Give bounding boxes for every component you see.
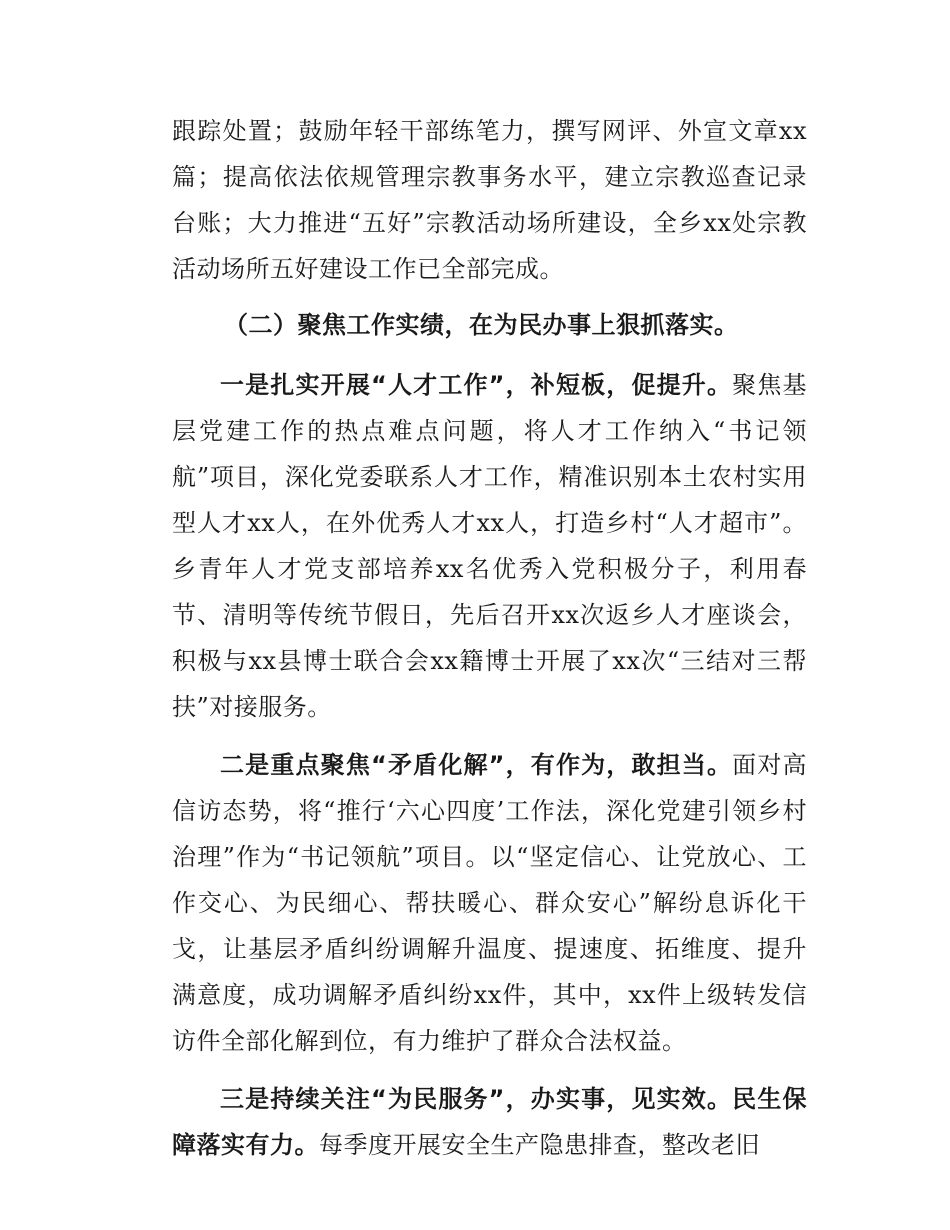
paragraph-lead-talent: 一是扎实开展“人才工作”，补短板，促提升。 bbox=[220, 371, 733, 399]
section-heading: （二）聚焦工作实绩，在为民办事上狠抓落实。 bbox=[224, 311, 739, 339]
paragraph-religious-affairs: 跟踪处置；鼓励年轻干部练笔力，撰写网评、外宣文章xx篇；提高依法依规管理宗教事务水平，建立宗教巡查记录台账；大力推进“五好”宗教活动场所建设，全乡xx处宗教活动场所五好建设工作已全部完成。 bbox=[172, 117, 807, 283]
paragraph-lead-service: 三是持续关注“为民服务”，办实事，见实效。民生保障落实有力。 bbox=[172, 1085, 807, 1159]
paragraph-conflict-resolution bbox=[172, 742, 807, 1064]
paragraph-talent-work bbox=[172, 362, 807, 730]
paragraph-public-service bbox=[172, 1076, 807, 1168]
paragraph-lead-conflict: 二是重点聚焦“矛盾化解”，有作为，敢担当。 bbox=[220, 751, 733, 779]
paragraph-body-service: 每季度开展安全生产隐患排查，整改老旧 bbox=[319, 1131, 760, 1159]
paragraph-body-talent: 聚焦基层党建工作的热点难点问题，将人才工作纳入“书记领航”项目，深化党委联系人才工作，精准识别本土农村实用型人才xx人，在外优秀人才xx人，打造乡村“人才超市”。乡青年人才党支部培养xx名优秀入党积极分子，利用春节、清明等传统节假日，先后召开xx次返乡人才座谈会，积极与xx县博士联合会xx籍博士开展了xx次“三结对三帮扶”对接服务。 bbox=[172, 371, 807, 721]
document-page bbox=[172, 108, 807, 1168]
paragraph-body-conflict: 面对高信访态势，将“推行‘六心四度’工作法，深化党建引领乡村治理”作为“书记领航”项目。以“坚定信心、让党放心、工作交心、为民细心、帮扶暖心、群众安心”解纷息诉化干戈，让基层矛盾纠纷调解升温度、提速度、拓维度、提升满意度，成功调解矛盾纠纷xx件，其中，xx件上级转发信访件全部化解到位，有力维护了群众合法权益。 bbox=[172, 751, 807, 1055]
